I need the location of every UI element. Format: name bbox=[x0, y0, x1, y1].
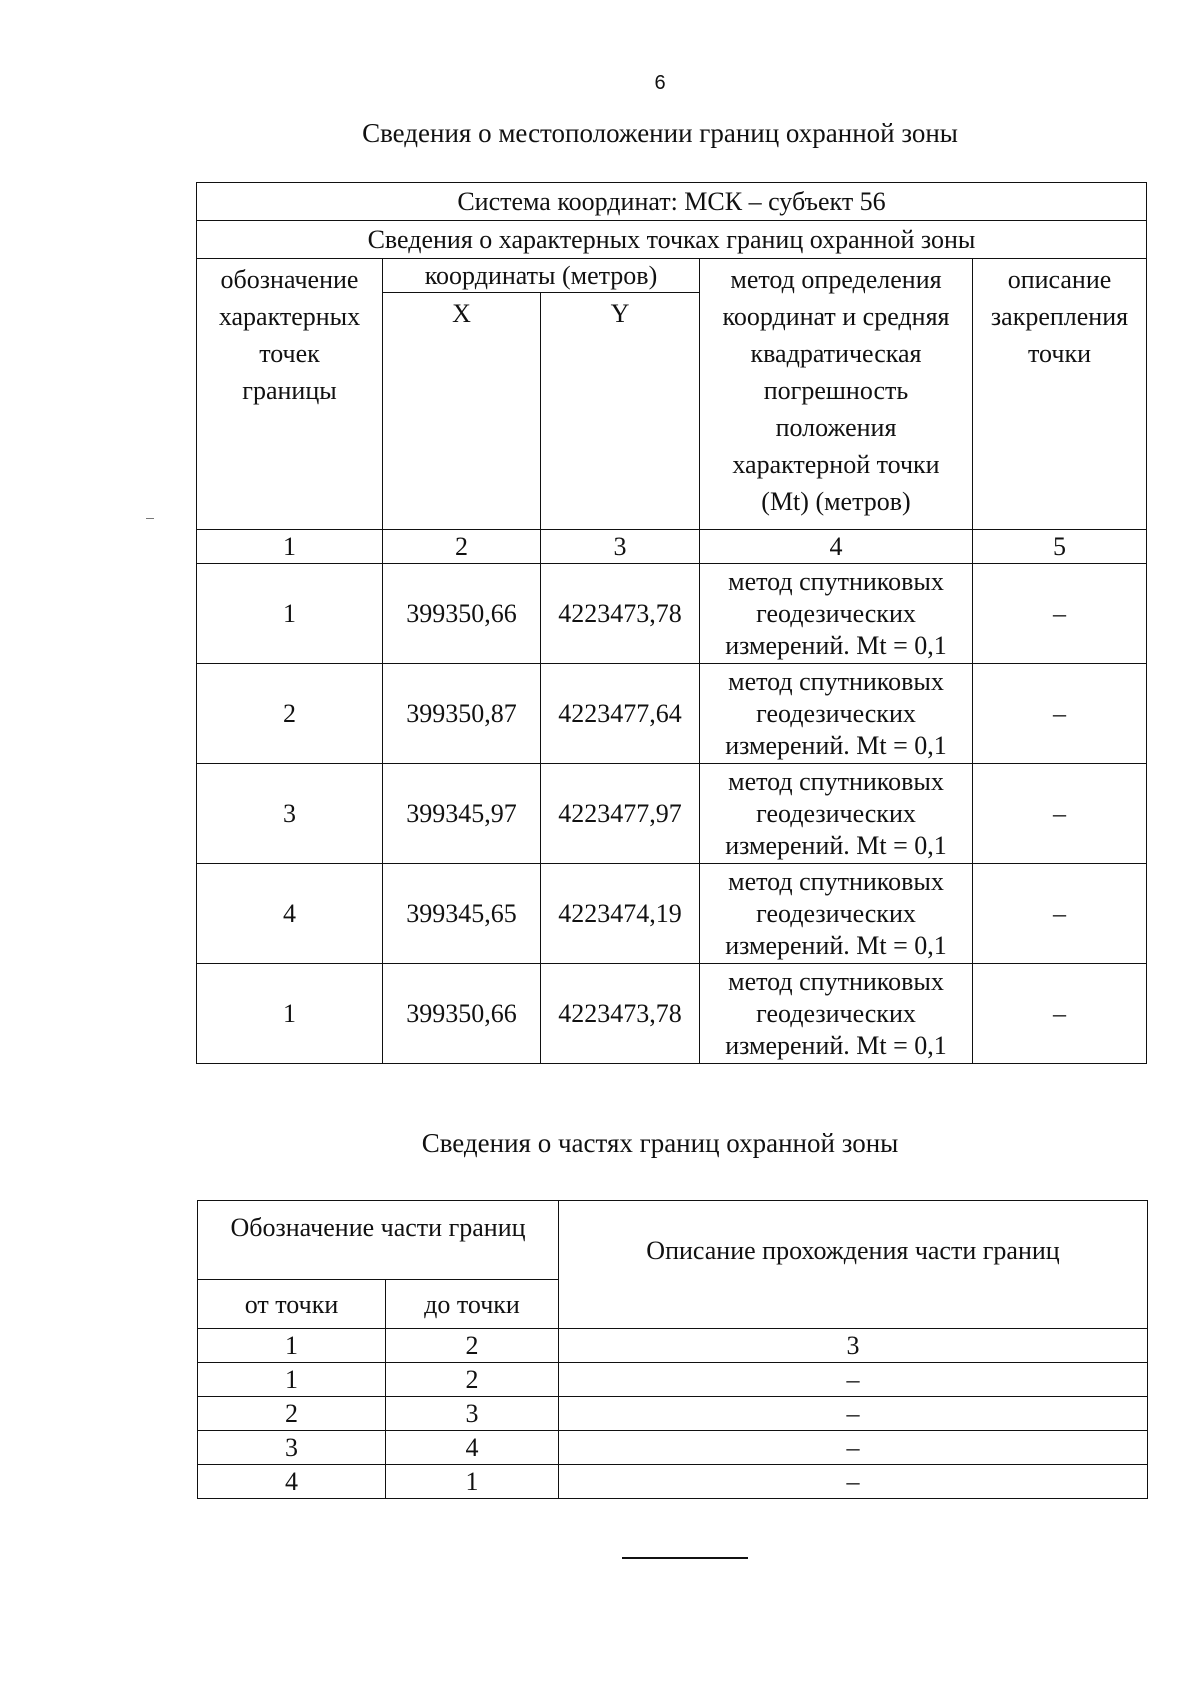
boundary-points-table bbox=[196, 182, 1147, 1064]
table-row bbox=[198, 1431, 1148, 1465]
page-number: 6 bbox=[654, 72, 666, 94]
method-cell bbox=[700, 964, 973, 1064]
header-line: погрешность bbox=[763, 376, 909, 405]
table-row bbox=[197, 764, 1147, 864]
to-point-cell: 4 bbox=[386, 1431, 559, 1465]
y-coordinate-cell: 4223477,64 bbox=[541, 664, 700, 764]
method-line: измерений. Mt = 0,1 bbox=[725, 930, 947, 960]
y-coordinate-cell: 4223473,78 bbox=[541, 564, 700, 664]
description-cell: – bbox=[973, 964, 1147, 1064]
method-cell bbox=[700, 864, 973, 964]
part-description-cell: – bbox=[559, 1431, 1148, 1465]
y-coordinate-cell: 4223474,19 bbox=[541, 864, 700, 964]
header-from-point: от точки bbox=[198, 1280, 386, 1329]
section-title-boundary-parts: Сведения о частях границ охранной зоны bbox=[421, 1128, 899, 1158]
table-row bbox=[197, 864, 1147, 964]
table-subtitle-cell: Сведения о характерных точках границ охранной зоны bbox=[197, 221, 1147, 259]
point-number-cell: 1 bbox=[197, 964, 383, 1064]
method-line: метод спутниковых bbox=[728, 866, 944, 896]
method-cell bbox=[700, 664, 973, 764]
column-number: 1 bbox=[198, 1329, 386, 1363]
y-coordinate-cell: 4223473,78 bbox=[541, 964, 700, 1064]
method-line: метод спутниковых bbox=[728, 566, 944, 596]
header-description bbox=[973, 259, 1147, 530]
header-line: метод определения bbox=[730, 265, 942, 294]
method-line: геодезических bbox=[756, 698, 916, 728]
description-cell: – bbox=[973, 564, 1147, 664]
method-line: метод спутниковых bbox=[728, 666, 944, 696]
table-row bbox=[198, 1465, 1148, 1499]
to-point-cell: 1 bbox=[386, 1465, 559, 1499]
x-coordinate-cell: 399350,87 bbox=[383, 664, 541, 764]
point-number-cell: 4 bbox=[197, 864, 383, 964]
column-number: 3 bbox=[541, 530, 700, 564]
x-coordinate-cell: 399345,65 bbox=[383, 864, 541, 964]
header-line: координат и средняя bbox=[722, 302, 950, 331]
method-line: измерений. Mt = 0,1 bbox=[725, 730, 947, 760]
column-number: 1 bbox=[197, 530, 383, 564]
method-cell bbox=[700, 764, 973, 864]
from-point-cell: 1 bbox=[198, 1363, 386, 1397]
part-description-cell: – bbox=[559, 1465, 1148, 1499]
header-point-designation bbox=[197, 259, 383, 530]
from-point-cell: 2 bbox=[198, 1397, 386, 1431]
method-line: измерений. Mt = 0,1 bbox=[725, 830, 947, 860]
header-x: X bbox=[383, 293, 541, 530]
part-description-cell: – bbox=[559, 1363, 1148, 1397]
header-line: квадратическая bbox=[750, 339, 922, 368]
method-line: геодезических bbox=[756, 898, 916, 928]
part-description-cell: – bbox=[559, 1397, 1148, 1431]
table-row bbox=[197, 664, 1147, 764]
column-number: 3 bbox=[559, 1329, 1148, 1363]
column-number-row bbox=[197, 530, 1147, 564]
description-cell: – bbox=[973, 864, 1147, 964]
header-method bbox=[700, 259, 973, 530]
from-point-cell: 3 bbox=[198, 1431, 386, 1465]
to-point-cell: 2 bbox=[386, 1363, 559, 1397]
boundary-parts-table bbox=[197, 1200, 1148, 1499]
to-point-cell: 3 bbox=[386, 1397, 559, 1431]
header-y: Y bbox=[541, 293, 700, 530]
header-part-description: Описание прохождения части границ bbox=[559, 1201, 1148, 1329]
point-number-cell: 1 bbox=[197, 564, 383, 664]
method-cell bbox=[700, 564, 973, 664]
coord-system-cell: Система координат: МСК – субъект 56 bbox=[197, 183, 1147, 221]
x-coordinate-cell: 399345,97 bbox=[383, 764, 541, 864]
method-line: геодезических bbox=[756, 598, 916, 628]
y-coordinate-cell: 4223477,97 bbox=[541, 764, 700, 864]
header-part-designation: Обозначение части границ bbox=[198, 1201, 559, 1280]
table-header-row bbox=[197, 259, 1147, 293]
point-number-cell: 3 bbox=[197, 764, 383, 864]
header-line: границы bbox=[242, 376, 337, 405]
header-line: (Mt) (метров) bbox=[761, 487, 911, 516]
header-line: положения bbox=[775, 413, 897, 442]
from-point-cell: 4 bbox=[198, 1465, 386, 1499]
stray-mark bbox=[146, 518, 154, 519]
header-to-point: до точки bbox=[386, 1280, 559, 1329]
x-coordinate-cell: 399350,66 bbox=[383, 564, 541, 664]
column-number: 2 bbox=[386, 1329, 559, 1363]
header-line: характерной точки bbox=[732, 450, 940, 479]
method-line: метод спутниковых bbox=[728, 766, 944, 796]
method-line: метод спутниковых bbox=[728, 966, 944, 996]
method-line: геодезических bbox=[756, 798, 916, 828]
method-line: геодезических bbox=[756, 998, 916, 1028]
point-number-cell: 2 bbox=[197, 664, 383, 764]
method-line: измерений. Mt = 0,1 bbox=[725, 630, 947, 660]
header-coordinates: координаты (метров) bbox=[383, 259, 700, 293]
section-title-boundary-location: Сведения о местоположении границ охранной зоны bbox=[362, 118, 958, 148]
description-cell: – bbox=[973, 764, 1147, 864]
header-line: характерных bbox=[218, 302, 361, 331]
column-number: 4 bbox=[700, 530, 973, 564]
end-of-document-line bbox=[622, 1557, 748, 1559]
table-row bbox=[197, 964, 1147, 1064]
table-row bbox=[198, 1363, 1148, 1397]
description-cell: – bbox=[973, 664, 1147, 764]
column-number-row bbox=[198, 1329, 1148, 1363]
header-line: описание bbox=[1007, 265, 1112, 294]
table-header-row bbox=[197, 183, 1147, 221]
header-line: закрепления bbox=[990, 302, 1129, 331]
x-coordinate-cell: 399350,66 bbox=[383, 964, 541, 1064]
column-number: 2 bbox=[383, 530, 541, 564]
header-line: точки bbox=[1028, 339, 1091, 368]
table-header-row bbox=[198, 1201, 1148, 1280]
column-number: 5 bbox=[973, 530, 1147, 564]
header-line: обозначение bbox=[220, 265, 359, 294]
method-line: измерений. Mt = 0,1 bbox=[725, 1030, 947, 1060]
header-line: точек bbox=[259, 339, 320, 368]
table-row bbox=[197, 564, 1147, 664]
table-row bbox=[198, 1397, 1148, 1431]
table-header-row bbox=[197, 221, 1147, 259]
